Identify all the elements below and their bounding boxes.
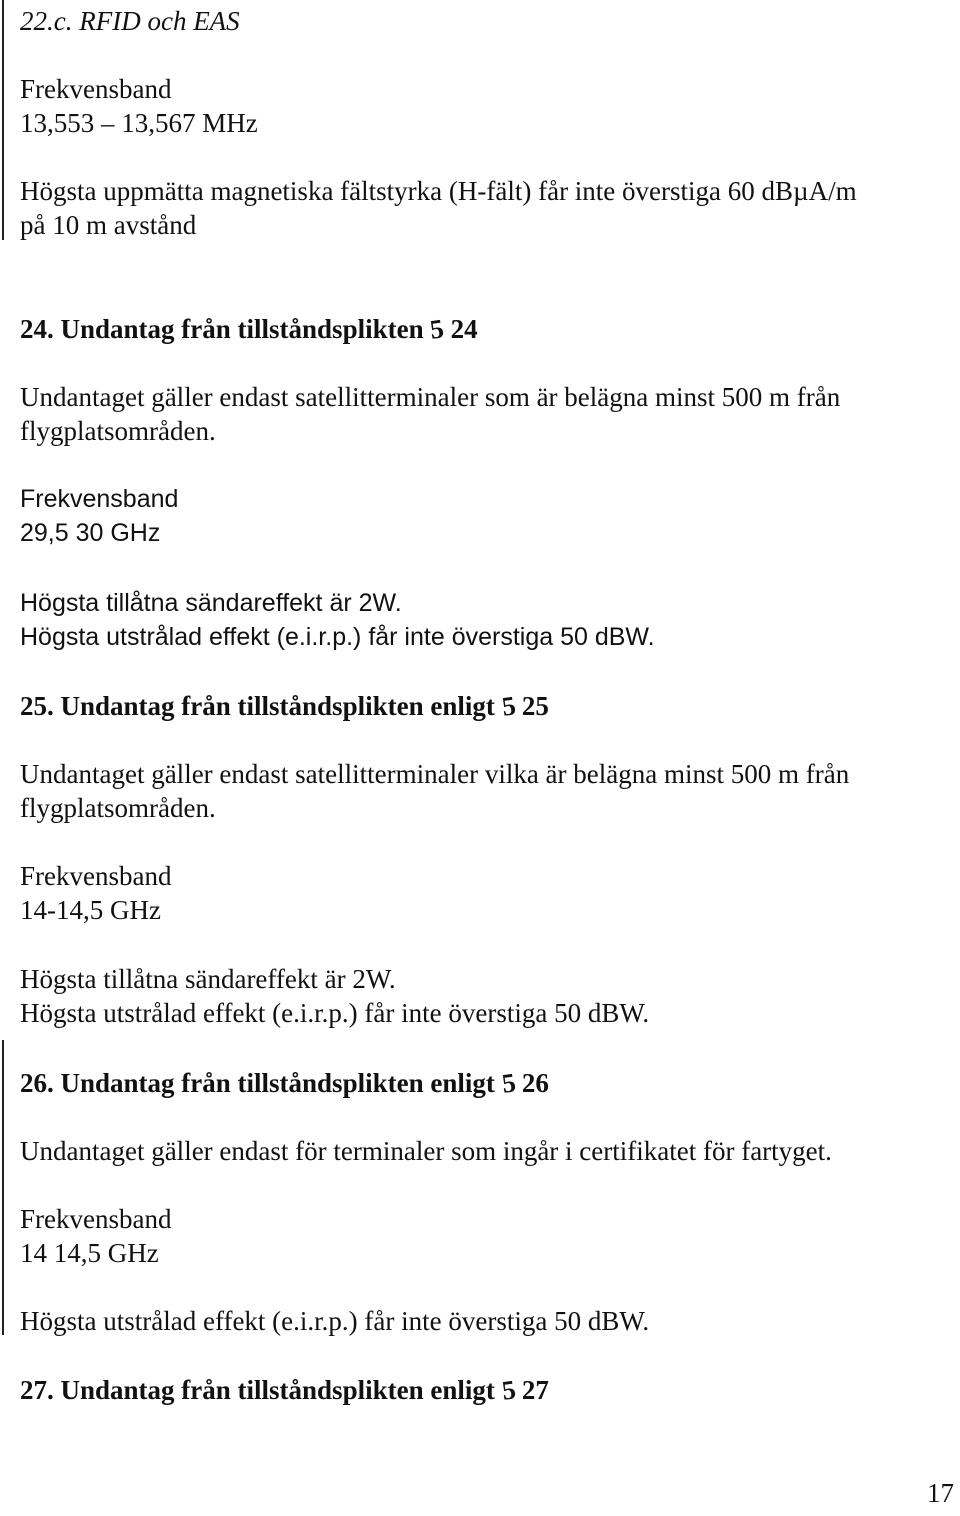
change-bar	[2, 0, 4, 240]
band-label: Frekvensband	[20, 485, 179, 513]
band-value: 14 14,5 GHz	[20, 1238, 159, 1268]
band-label: Frekvensband	[20, 74, 172, 104]
heading-number: 26	[521, 1068, 549, 1098]
power-limit: Högsta tillåtna sändareffekt är 2W.	[20, 964, 396, 994]
section-heading-25	[20, 689, 549, 723]
band-value: 29,5 30 GHz	[20, 519, 161, 547]
description-text: Undantaget gäller endast satellitterminaler som är belägna minst 500 m från	[20, 382, 841, 412]
band-value: 13,553 – 13,567 MHz	[20, 108, 258, 138]
section-heading-22c: 22.c. RFID och EAS	[20, 6, 240, 36]
description-text: Undantaget gäller endast för terminaler som ingår i certifikatet för fartyget.	[20, 1136, 832, 1166]
heading-text: 24. Undantag från tillståndsplikten	[20, 314, 424, 344]
heading-number: 27	[521, 1375, 549, 1405]
description-text: flygplatsområden.	[20, 793, 216, 823]
power-limit: Högsta tillåtna sändareffekt är 2W.	[20, 589, 402, 617]
heading-number: 24	[450, 314, 478, 344]
limit-text: på 10 m avstånd	[20, 210, 197, 240]
paragraph-symbol: 5	[428, 313, 446, 345]
limit-text: Högsta uppmätta magnetiska fältstyrka (H-fält) får inte överstiga 60 dBµA/m	[20, 176, 857, 206]
eirp-limit: Högsta utstrålad effekt (e.i.r.p.) får inte överstiga 50 dBW.	[20, 623, 655, 651]
paragraph-symbol: 5	[499, 690, 518, 722]
heading-text: 26. Undantag från tillståndsplikten enligt	[20, 1068, 495, 1098]
band-label: Frekvensband	[20, 861, 172, 891]
section-heading-24	[20, 312, 478, 346]
page-number: 17	[927, 1478, 954, 1508]
paragraph-symbol: 5	[499, 1067, 518, 1099]
heading-text: 25. Undantag från tillståndsplikten enligt	[20, 691, 495, 721]
section-heading-26	[20, 1066, 549, 1100]
description-text: flygplatsområden.	[20, 416, 216, 446]
eirp-limit: Högsta utstrålad effekt (e.i.r.p.) får inte överstiga 50 dBW.	[20, 1306, 650, 1336]
band-value: 14-14,5 GHz	[20, 895, 161, 925]
description-text: Undantaget gäller endast satellitterminaler vilka är belägna minst 500 m från	[20, 759, 850, 789]
change-bar	[2, 1040, 4, 1335]
section-heading-27	[20, 1373, 549, 1407]
paragraph-symbol: 5	[499, 1374, 518, 1406]
heading-text: 27. Undantag från tillståndsplikten enligt	[20, 1375, 495, 1405]
band-label: Frekvensband	[20, 1204, 172, 1234]
eirp-limit: Högsta utstrålad effekt (e.i.r.p.) får inte överstiga 50 dBW.	[20, 998, 650, 1028]
heading-number: 25	[521, 691, 549, 721]
